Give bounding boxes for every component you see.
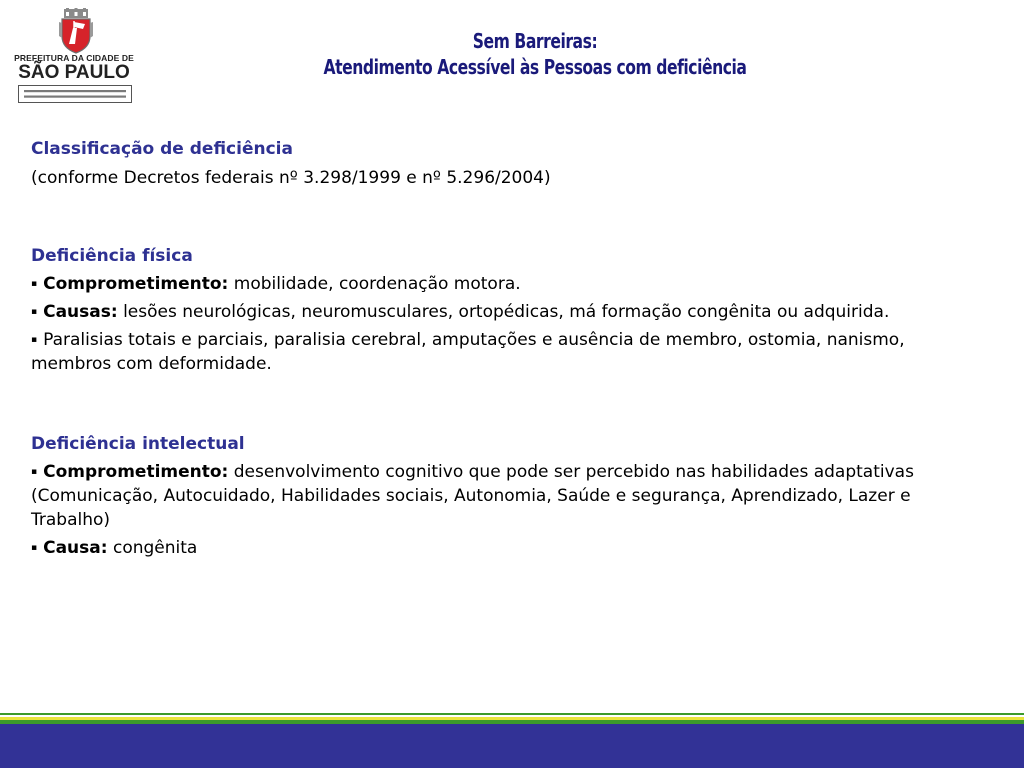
logo-line-prefeitura: PREFEITURA DA CIDADE DE <box>14 53 134 63</box>
coat-of-arms-icon <box>56 8 96 54</box>
intellectual-heading: Deficiência intelectual <box>31 434 245 454</box>
bullet-icon: ▪ <box>31 467 38 477</box>
intellectual-bullet-causa <box>31 536 981 560</box>
physical-bullet-paralisias <box>31 328 981 376</box>
bullet-icon: ▪ <box>31 335 38 345</box>
footer-band <box>0 724 1024 768</box>
slide-title-line-2: Atendimento Acessível às Pessoas com deficiência <box>323 55 747 79</box>
slide-title-line-1: Sem Barreiras: <box>472 29 598 53</box>
physical-bullet-comprometimento <box>31 272 981 296</box>
bullet-icon: ▪ <box>31 279 38 289</box>
bullet-label: Comprometimento: <box>43 462 229 482</box>
secretaria-label-box <box>18 85 132 103</box>
bullet-icon: ▪ <box>31 307 38 317</box>
bullet-text: lesões neurológicas, neuromusculares, ortopédicas, má formação congênita ou adquirida. <box>123 302 890 322</box>
classification-heading: Classificação de deficiência <box>31 139 293 159</box>
classification-subtitle: (conforme Decretos federais nº 3.298/1999 e nº 5.296/2004) <box>31 168 551 188</box>
footer-stripes <box>0 713 1024 724</box>
logo-line-sao-paulo: SÃO PAULO <box>18 62 130 83</box>
intellectual-bullet-comprometimento <box>31 460 981 532</box>
bullet-label: Comprometimento: <box>43 274 229 294</box>
physical-heading: Deficiência física <box>31 246 193 266</box>
bullet-text: Paralisias totais e parciais, paralisia cerebral, amputações e ausência de membro, ostomia, nanismo, membros com deformidade. <box>31 330 905 374</box>
prefeitura-logo <box>12 8 136 106</box>
bullet-text: congênita <box>112 538 198 558</box>
bullet-text: desenvolvimento cognitivo que pode ser percebido nas habilidades adaptativas (Comunicação, Autocuidado, Habilidades sociais, Autonomia, Saúde e segurança, Aprendizado, Lazer e Trabalho) <box>31 462 914 530</box>
slide-title <box>235 28 836 80</box>
bullet-label: Causas: <box>43 302 118 322</box>
bullet-icon: ▪ <box>31 543 38 553</box>
physical-bullet-causas <box>31 300 981 324</box>
bullet-label: Causa: <box>43 538 108 558</box>
slide-body <box>31 137 981 564</box>
bullet-text: mobilidade, coordenação motora. <box>233 274 521 294</box>
